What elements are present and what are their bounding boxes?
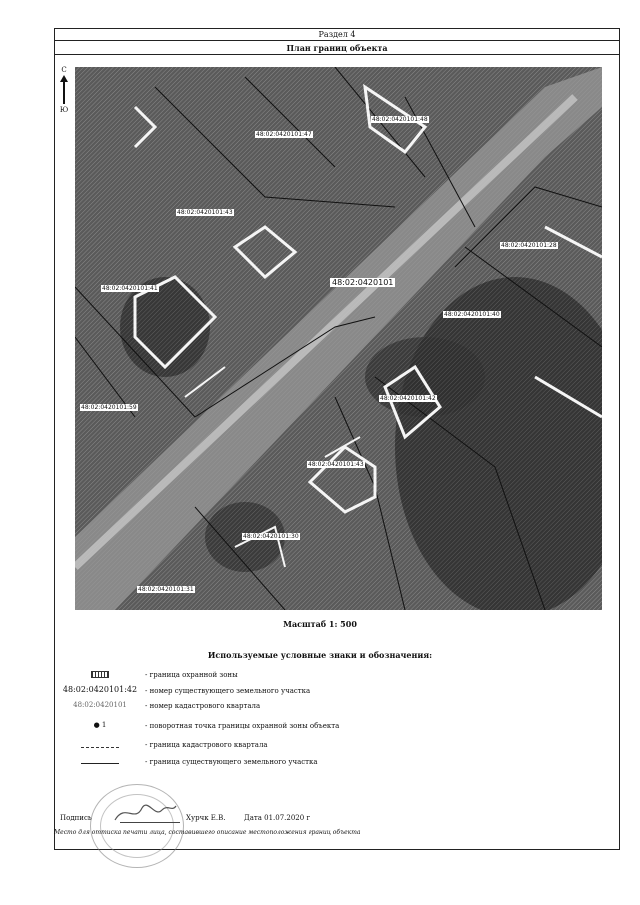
map-scale: Масштаб 1: 500: [283, 619, 357, 629]
parcel-label: 48:02:0420101:41: [102, 285, 158, 292]
signer-name: Хурчк Е.В.: [186, 814, 226, 822]
parcel-boundary-symbol-icon: [60, 757, 140, 766]
signature-date: Дата 01.07.2020 г: [244, 814, 311, 822]
signature-line: [120, 822, 180, 823]
parcel-label: 48:02:0420101:43: [308, 461, 364, 468]
aerial-map: [75, 67, 602, 610]
page-title: План границ объекта: [55, 41, 619, 55]
parcel-label: 48:02:0420101:28: [501, 242, 557, 249]
parcel-label: 48:02:0420101:31: [138, 586, 194, 593]
signature-icon: [110, 798, 180, 828]
block-boundary-symbol-icon: [60, 741, 140, 750]
parcel-label: 48:02:0420101:43: [177, 209, 233, 216]
map-svg: [75, 67, 602, 610]
parcel-label: 48:02:0420101:30: [243, 533, 299, 540]
north-arrow-icon: [58, 68, 70, 116]
compass-south-label: Ю: [59, 106, 69, 114]
signature-label: Подпись: [60, 814, 92, 822]
stamp-place-caption: Место для оттиска печати лица, составившего описание местоположения границ объекта: [54, 829, 361, 836]
parcel-label: 48:02:0420101:42: [380, 395, 436, 402]
legend-title: Используемые условные знаки и обозначения:: [207, 650, 433, 660]
parcel-label: 48:02:0420101:40: [444, 311, 500, 318]
protected-zone-symbol-icon: [60, 671, 140, 680]
parcel-label: 48:02:0420101:48: [372, 116, 428, 123]
compass-north-label: С: [61, 66, 67, 74]
cadastral-block-label: 48:02:0420101: [332, 278, 394, 287]
parcel-label: 48:02:0420101:47: [256, 131, 312, 138]
section-header: Раздел 4: [55, 29, 619, 41]
turning-point-icon: ● 1: [93, 721, 107, 729]
parcel-label: 48:02:0420101:59: [81, 404, 137, 411]
